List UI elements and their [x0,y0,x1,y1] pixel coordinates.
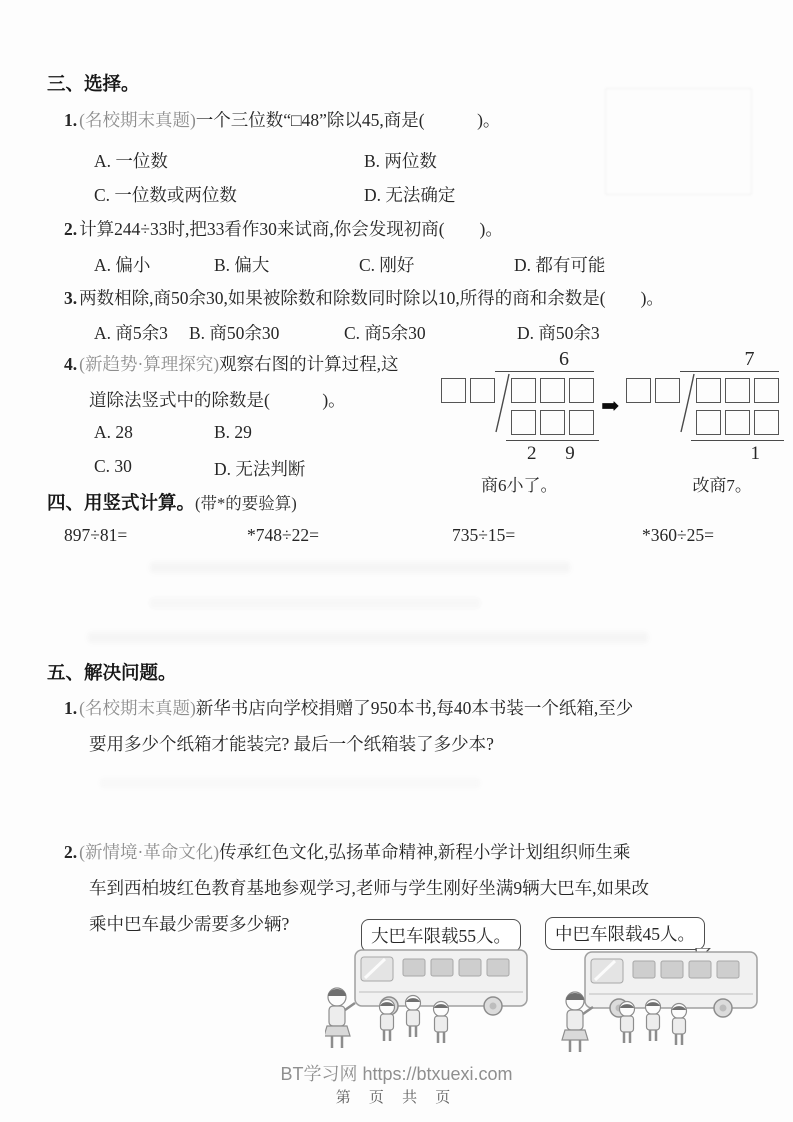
bus-illustration [325,946,785,1058]
option-b: B. 29 [214,422,252,442]
divisor-boxes [626,378,680,403]
problem-4: *360÷25= [642,525,714,545]
option-d: D. 商50余3 [517,323,600,343]
digit-box [569,378,594,403]
section-title-note: (带*的要验算) [195,494,297,513]
quotient-digit: 7 [744,348,755,370]
solve-question-2-line3: 乘中巴车最少需要多少辆? [89,914,290,934]
option-b: B. 偏大 [214,255,270,275]
digit-box [725,410,750,435]
diagram-caption: 商6小了。 [481,476,558,495]
problem-2: *748÷22= [247,525,319,545]
question-1 [64,107,500,132]
diagram-caption: 改商7。 [692,476,752,495]
question-text-line1: 新华书店向学校捐赠了950本书,每40本书装一个纸箱,至少 [195,698,634,718]
option-a: A. 一位数 [94,151,168,171]
question-text: 一个三位数“□48”除以45,商是( )。 [195,110,501,130]
digit-box [441,378,466,403]
option-b: B. 两位数 [364,151,437,171]
solve-question-2-line2: 车到西柏坡红色教育基地参观学习,老师与学生刚好坐满9辆大巴车,如果改 [89,878,649,898]
digit-box [754,378,779,403]
arrow-right-icon: ➡ [601,393,620,418]
division-diagram-left [441,347,594,496]
option-d: D. 无法判断 [214,459,306,479]
question-number: 2. [64,842,78,862]
question-2 [64,216,503,241]
question-source-tag: (新趋势·算理探究) [79,354,220,374]
option-c: C. 商5余30 [344,323,426,343]
question-4 [64,351,398,376]
section-choice-title: 三、选择。 [47,73,140,94]
option-b: B. 商50余30 [189,323,280,343]
digit-box [540,410,565,435]
footer-pagination: 第 页 共 页 [335,1089,458,1106]
digit-box [725,378,750,403]
digit-box [470,378,495,403]
section-vertical-title [47,489,297,515]
digit-box [696,410,721,435]
question-text: 计算244÷33时,把33看作30来试商,你会发现初商( )。 [79,219,503,239]
question-text-line1: 观察右图的计算过程,这 [219,354,399,374]
digit-box [696,378,721,403]
bleed-through-artifact [605,88,752,195]
option-c: C. 一位数或两位数 [94,185,237,205]
option-a: A. 偏小 [94,255,151,275]
question-source-tag: (名校期末真题) [79,110,196,130]
option-a: A. 28 [94,422,133,442]
digit-box [511,378,536,403]
division-diagram-right [626,347,779,496]
product-boxes [511,410,594,435]
bubble-text: 大巴车限载55人。 [371,926,511,946]
solve-question-1 [64,695,633,720]
section-solve-title: 五、解决问题。 [47,662,177,683]
problem-3: 735÷15= [452,525,516,545]
digit-box [626,378,651,403]
dividend-boxes [511,378,594,403]
question-text-line1: 传承红色文化,弘扬革命精神,新程小学计划组织师生乘 [219,842,631,862]
section-title-text: 四、用竖式计算。 [47,492,196,513]
question-text: 两数相除,商50余30,如果被除数和除数同时除以10,所得的商和余数是( )。 [79,288,664,308]
option-d: D. 无法确定 [364,185,456,205]
digit-box [569,410,594,435]
question-3 [64,285,664,310]
digit-box [754,410,779,435]
question-4-line2: 道除法竖式中的除数是( )。 [89,390,346,410]
question-source-tag: (新情境·革命文化) [79,842,220,862]
question-number: 1. [64,698,78,718]
problem-1: 897÷81= [64,525,128,545]
digit-box [540,378,565,403]
bleed-through-artifact [88,632,648,643]
digit-box [511,410,536,435]
option-c: C. 30 [94,456,132,476]
bleed-through-artifact [100,778,480,788]
question-number: 3. [64,288,78,308]
bleed-through-artifact [150,598,480,608]
product-boxes [696,410,779,435]
solve-question-2 [64,839,630,864]
question-number: 2. [64,219,78,239]
question-number: 1. [64,110,78,130]
division-diagrams [441,347,779,496]
quotient-digit: 6 [559,348,569,370]
option-a: A. 商5余3 [94,323,168,343]
question-source-tag: (名校期末真题) [79,698,196,718]
question-number: 4. [64,354,78,374]
divisor-boxes [441,378,495,403]
option-c: C. 刚好 [359,255,415,275]
digit-box [655,378,680,403]
bleed-through-artifact [150,562,570,573]
remainder-digits: 2 9 [527,443,587,464]
option-d: D. 都有可能 [514,255,606,275]
remainder-digits: 1 [750,443,760,464]
vinculum-line [680,371,779,372]
footer-site-text: BT学习网 https://btxuexi.com [280,1064,513,1084]
vinculum-line [495,371,594,372]
division-bracket [495,373,511,433]
bubble-text: 中巴车限载45人。 [555,924,695,944]
solve-question-1-line2: 要用多少个纸箱才能装完? 最后一个纸箱装了多少本? [89,734,494,754]
division-bracket [680,373,696,433]
dividend-boxes [696,378,779,403]
